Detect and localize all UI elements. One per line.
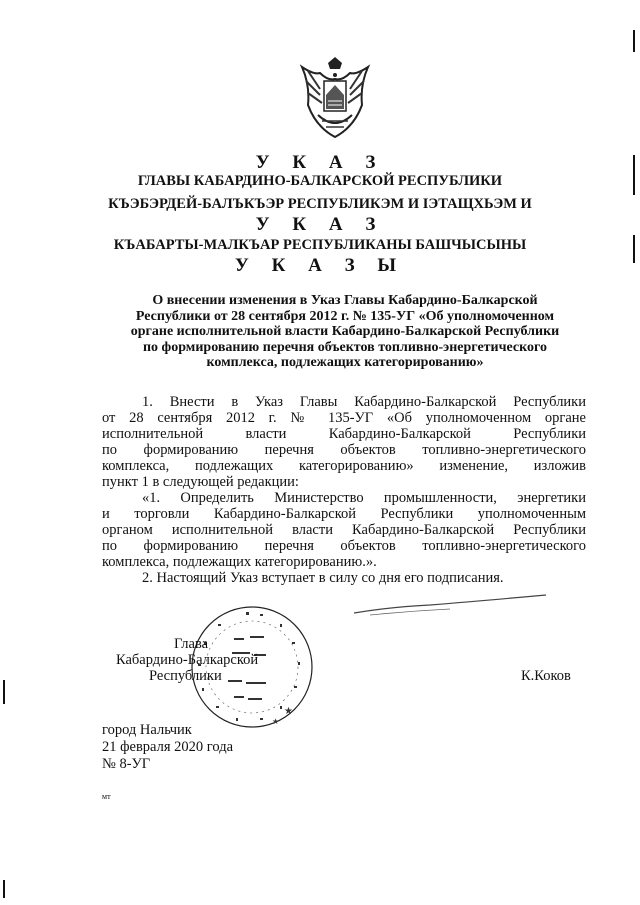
decree-heading-kbd: У К А З (255, 214, 385, 235)
body-line: пункт 1 в следующей редакции: (102, 474, 299, 490)
body-line: 1. Внести в Указ Главы Кабардино-Балкарской Республики (142, 394, 586, 410)
body-line: органом исполнительной власти Кабардино-Балкарской Республики (102, 522, 586, 538)
scan-mark-left (3, 680, 5, 704)
executor-mark: мт (102, 792, 111, 801)
decree-heading-krc: У К А З Ы (234, 255, 406, 276)
decree-number: № 8-УГ (102, 756, 151, 772)
issue-date: 21 февраля 2020 года (102, 739, 234, 755)
issue-city: город Нальчик (102, 722, 192, 738)
body-line: «1. Определить Министерство промышленности, энергетики (142, 490, 586, 506)
decree-title-line: органе исполнительной власти Кабардино-Балкарской Республики (130, 324, 560, 339)
body-line: от 28 сентября 2012 г. № 135-УГ «Об уполномоченном органе (102, 410, 586, 426)
decree-heading-ru: У К А З (255, 152, 385, 173)
scan-mark-top (633, 30, 635, 52)
decree-title-line: О внесении изменения в Указ Главы Кабардино-Балкарской (152, 293, 538, 308)
handwritten-signature (350, 583, 550, 623)
decree-title-line: по формированию перечня объектов топливно-энергетического (142, 339, 548, 355)
body-line: и торговли Кабардино-Балкарской Республики уполномоченным (102, 506, 586, 522)
body-line: 2. Настоящий Указ вступает в силу со дня его подписания. (142, 570, 504, 586)
decree-title-line: комплекса, подлежащих категорированию» (206, 355, 484, 370)
scan-mark-bottom-left (3, 880, 5, 898)
body-line: исполнительной власти Кабардино-Балкарской Республики (102, 426, 586, 442)
issuer-title-krc: КЪАБАРТЫ-МАЛКЪАР РЕСПУБЛИКАНЫ БАШЧЫСЫНЫ (113, 237, 527, 253)
svg-text:★: ★ (272, 717, 280, 726)
issuer-title-kbd: КЪЭБЭРДЕЙ-БАЛЪКЪЭР РЕСПУБЛИКЭМ И ІЭТАЩХЬЭМ И (108, 196, 532, 212)
body-line: комплекса, подлежащих категорированию» изменение, изложив (102, 458, 586, 474)
body-line: по формированию перечня объектов топливно-энергетического (102, 442, 586, 458)
decree-title (100, 293, 590, 371)
coat-of-arms-emblem (296, 55, 374, 139)
signer-name: К.Коков (521, 668, 571, 684)
issuer-title-ru: ГЛАВЫ КАБАРДИНО-БАЛКАРСКОЙ РЕСПУБЛИКИ (137, 173, 503, 189)
signer-position-line3: Республики (149, 668, 222, 684)
body-line: по формированию перечня объектов топливно-энергетического (102, 538, 586, 554)
signer-position-line1: Глава (174, 636, 209, 652)
signer-position-line2: Кабардино-Балкарской (116, 652, 259, 668)
body-line: комплекса, подлежащих категорированию.». (102, 554, 377, 570)
decree-title-line: Республики от 28 сентября 2012 г. № 135-УГ «Об уполномоченном (135, 308, 555, 324)
svg-text:★: ★ (284, 706, 293, 717)
